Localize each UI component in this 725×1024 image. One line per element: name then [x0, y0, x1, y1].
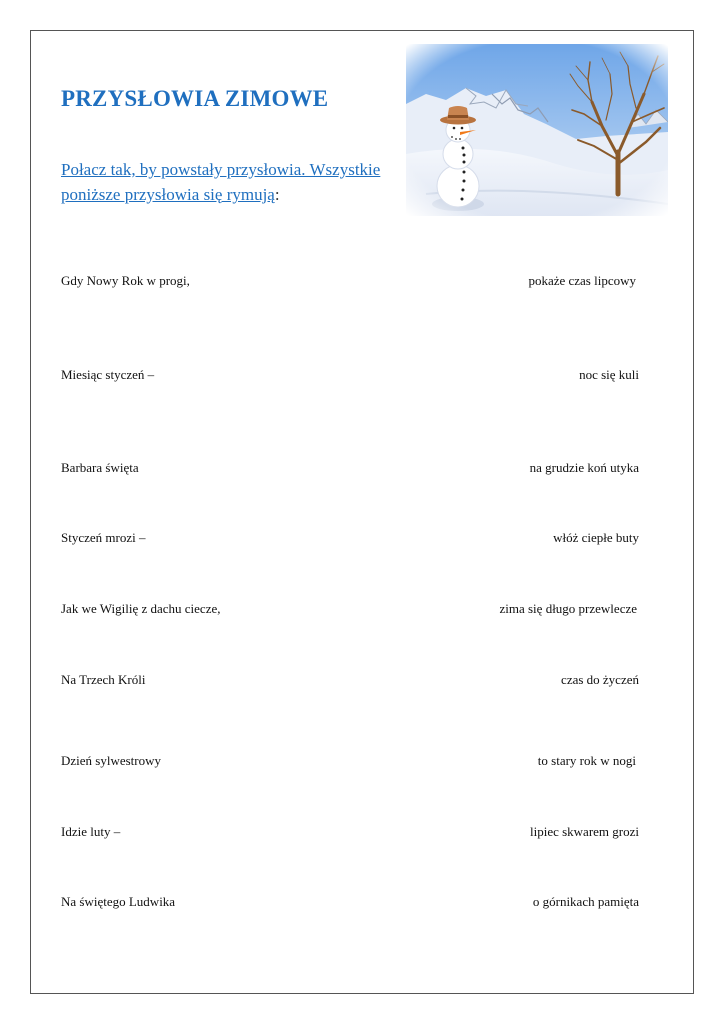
snowman-winter-landscape-image — [406, 44, 668, 216]
proverb-end: pokaże czas lipcowy — [528, 273, 636, 288]
instruction-text — [61, 157, 391, 207]
proverb-start: Idzie luty – — [61, 824, 121, 839]
proverb-start: Na świętego Ludwika — [61, 894, 176, 909]
instruction-colon: : — [274, 185, 280, 204]
proverb-end: noc się kuli — [579, 367, 639, 382]
proverb-row — [61, 367, 639, 385]
proverb-row — [61, 273, 639, 291]
proverb-row — [61, 672, 639, 690]
proverb-row — [61, 894, 639, 912]
proverb-start: Styczeń mrozi – — [61, 530, 146, 545]
proverb-row — [61, 530, 639, 548]
proverb-start: Miesiąc styczeń – — [61, 367, 155, 382]
proverb-row — [61, 824, 639, 842]
proverb-end: to stary rok w nogi — [537, 753, 636, 768]
proverb-row — [61, 601, 639, 619]
page-title: PRZYSŁOWIA ZIMOWE — [61, 86, 329, 111]
proverb-start: Jak we Wigilię z dachu ciecze, — [61, 601, 221, 616]
proverb-start: Dzień sylwestrowy — [61, 753, 162, 768]
proverb-end: zima się długo przewlecze — [499, 601, 637, 616]
proverb-end: na grudzie koń utyka — [529, 460, 639, 475]
proverb-end: o górnikach pamięta — [532, 894, 639, 909]
proverb-end: włóż ciepłe buty — [553, 530, 639, 545]
proverb-end: lipiec skwarem grozi — [529, 824, 639, 839]
instruction-line-2: poniższe przysłowia się rymują — [61, 185, 275, 204]
proverb-row — [61, 753, 639, 771]
proverb-row — [61, 460, 639, 478]
instruction-line-1: Połacz tak, by powstały przysłowia. Wszystkie — [61, 160, 381, 179]
proverb-start: Barbara święta — [61, 460, 139, 475]
proverb-start: Gdy Nowy Rok w progi, — [61, 273, 190, 288]
proverb-start: Na Trzech Króli — [61, 672, 146, 687]
proverb-end: czas do życzeń — [561, 672, 639, 687]
